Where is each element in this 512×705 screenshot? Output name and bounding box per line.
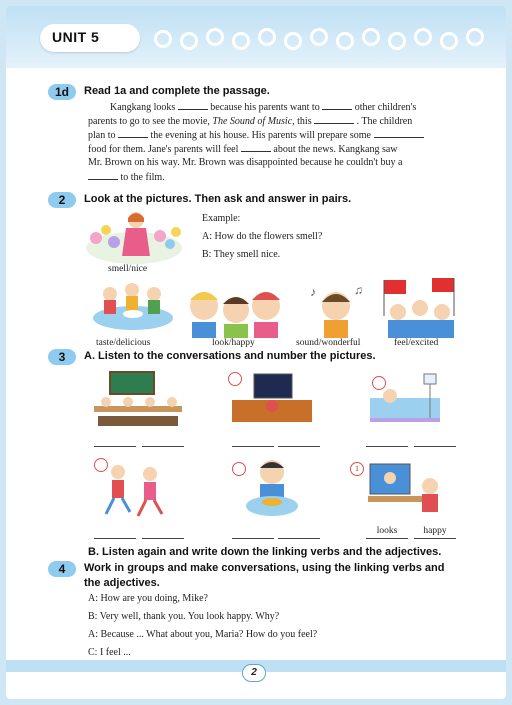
sick-in-bed-picture	[366, 368, 456, 428]
ring-icon	[336, 32, 354, 50]
answer-blank[interactable]	[94, 446, 136, 447]
section-1d-badge: 1d	[48, 84, 76, 100]
ring-icon	[388, 32, 406, 50]
example-question: A: How do the flowers smell?	[202, 231, 323, 242]
page-number: 2	[242, 664, 266, 682]
passage-blank[interactable]	[178, 100, 208, 110]
answer-word-happy: happy	[423, 526, 447, 536]
section-3a-title: A. Listen to the conversations and number the pictures.	[84, 350, 376, 362]
number-circle-1[interactable]: 1	[350, 462, 364, 476]
passage-line-6: to the film.	[88, 170, 165, 184]
family-dinner-picture	[90, 278, 176, 336]
boy-listening-music-picture	[306, 282, 366, 338]
caption-sound-wonderful: sound/wonderful	[296, 338, 361, 348]
children-running-picture	[96, 458, 176, 520]
ring-icon	[310, 28, 328, 46]
dialogue-line-1: A: How are you doing, Mike?	[88, 593, 208, 604]
ring-icon	[154, 30, 172, 48]
answer-blank[interactable]	[414, 446, 456, 447]
ring-icon	[232, 32, 250, 50]
passage-line-2: parents to go to see the movie, The Sound of Music, this . The children	[88, 116, 413, 127]
dialogue-line-4: C: I feel ...	[88, 647, 131, 658]
classroom-picture	[90, 368, 186, 428]
ring-icon	[440, 32, 458, 50]
caption-taste-delicious: taste/delicious	[96, 338, 151, 348]
dialogue-line-3: A: Because ... What about you, Maria? How do you feel?	[88, 629, 318, 640]
caption-smell-nice: smell/nice	[108, 264, 148, 274]
watching-tv-picture	[228, 370, 314, 426]
passage-blank[interactable]	[118, 128, 148, 138]
answer-blank[interactable]	[366, 446, 408, 447]
answer-word-looks: looks	[376, 526, 398, 536]
happy-children-picture	[184, 282, 284, 338]
passage-blank[interactable]	[88, 170, 118, 180]
passage-blank[interactable]	[322, 100, 352, 110]
decorative-rings	[154, 26, 504, 56]
answer-blank[interactable]	[232, 538, 274, 539]
girl-smelling-flowers-picture	[84, 208, 184, 266]
answer-blank[interactable]	[142, 446, 184, 447]
section-3-badge: 3	[48, 349, 76, 365]
svg-text:♪: ♪	[310, 285, 316, 299]
section-3b-title: B. Listen again and write down the linking verbs and the adjectives.	[88, 546, 442, 558]
answer-blank[interactable]	[142, 538, 184, 539]
unit-title: UNIT 5	[52, 29, 100, 45]
boy-eating-picture	[242, 456, 302, 520]
textbook-page	[6, 6, 506, 699]
boy-watching-screen-picture	[364, 460, 450, 520]
ring-icon	[414, 28, 432, 46]
ring-icon	[362, 28, 380, 46]
passage-blank[interactable]	[374, 128, 424, 138]
passage-blank[interactable]	[241, 142, 271, 152]
section-2-title: Look at the pictures. Then ask and answer in pairs.	[84, 193, 352, 205]
ring-icon	[180, 32, 198, 50]
section-4-title-line-2: the adjectives.	[84, 577, 160, 589]
section-1d-title: Read 1a and complete the passage.	[84, 85, 270, 97]
unit-header	[6, 6, 506, 68]
answer-blank[interactable]	[278, 446, 320, 447]
passage-line-1: Kangkang looks because his parents want to other children's	[110, 102, 417, 113]
ring-icon	[466, 28, 484, 46]
example-answer: B: They smell nice.	[202, 249, 281, 260]
passage-line-4: food for them. Jane's parents will feel about the news. Kangkang saw	[88, 144, 398, 155]
svg-text:♫: ♫	[354, 283, 363, 297]
ring-icon	[284, 32, 302, 50]
answer-blank[interactable]	[232, 446, 274, 447]
passage-line-5: Mr. Brown on his way. Mr. Brown was disappointed because he couldn't buy a	[88, 157, 403, 168]
unit-pill	[40, 24, 140, 52]
dialogue-line-2: B: Very well, thank you. You look happy. Why?	[88, 611, 280, 622]
caption-look-happy: look/happy	[212, 338, 255, 348]
answer-blank[interactable]	[94, 538, 136, 539]
passage-line-3: plan to the evening at his house. His parents will prepare some	[88, 128, 424, 142]
answer-blank-filled[interactable]	[366, 538, 408, 539]
answer-blank[interactable]	[278, 538, 320, 539]
excited-crowd-flags-picture	[376, 276, 466, 338]
section-2-badge: 2	[48, 192, 76, 208]
section-4-title-line-1: Work in groups and make conversations, using the linking verbs and	[84, 562, 445, 574]
passage-blank[interactable]	[314, 114, 354, 124]
section-4-badge: 4	[48, 561, 76, 577]
movie-title: The Sound of Music,	[212, 116, 295, 127]
example-label: Example:	[202, 213, 241, 224]
ring-icon	[258, 28, 276, 46]
answer-blank-filled[interactable]	[414, 538, 456, 539]
caption-feel-excited: feel/excited	[394, 338, 439, 348]
ring-icon	[206, 28, 224, 46]
